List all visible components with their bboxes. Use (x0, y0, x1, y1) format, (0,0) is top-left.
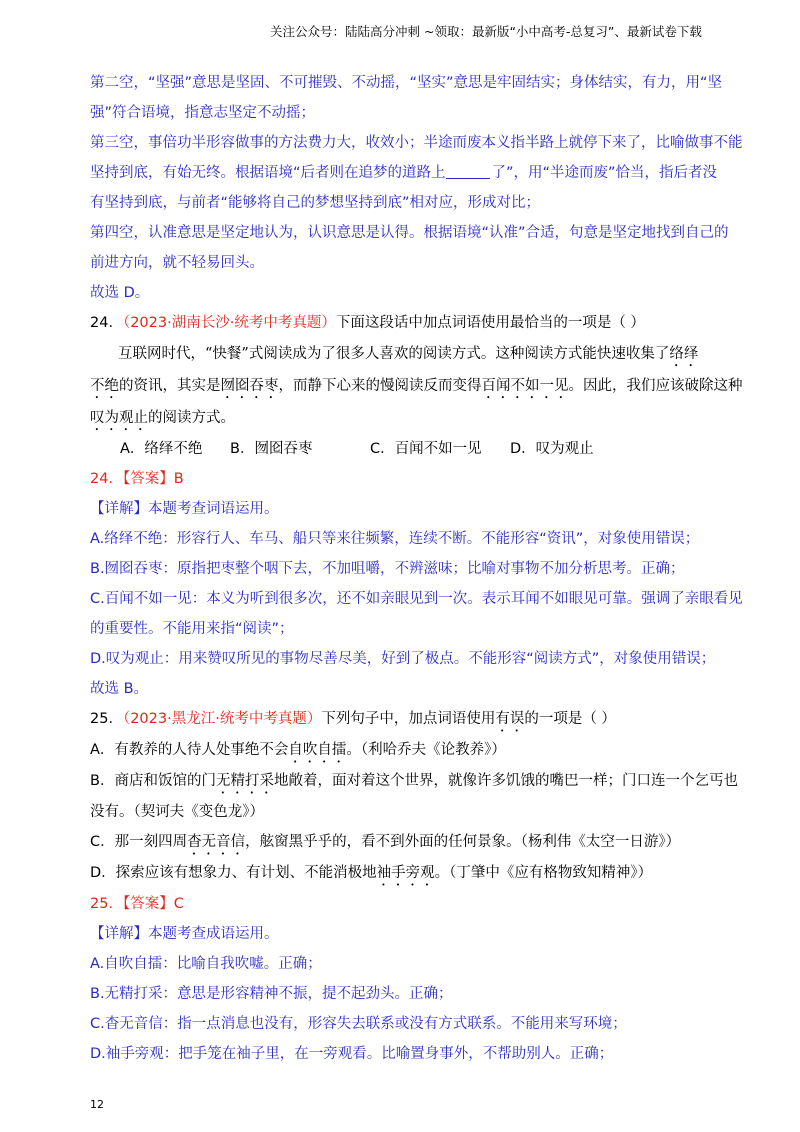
q24-detail (90, 494, 720, 524)
q23-explain-line: 强”符合语境，指意志坚定不动摇； (90, 105, 316, 121)
q23-explain-line: 第二空，“坚强”意思是坚固、不可摧毁、不动摇，“坚实”意思是牢固结实；身体结实，有力，用“坚 (90, 75, 723, 91)
question-text: 下面这段话中加点词语使用最恰当的一项是（ ） (335, 315, 645, 331)
dotted-word: 有误 (495, 711, 525, 727)
q23-conclusion: 故选 D。 (90, 285, 150, 301)
q24-conclusion: 故选 B。 (90, 681, 149, 697)
q24-stem (90, 308, 720, 338)
question-text: 的一项是（ ） (524, 711, 616, 727)
option-a: A．络绎不绝 (120, 441, 203, 457)
q25-answer: 25．【答案】C (90, 896, 184, 912)
q25-explain-line: B.无精打采：意思是形容精神不振，提不起劲头。正确； (90, 986, 453, 1002)
dotted-word: 自吹自擂 (288, 742, 347, 758)
dotted-word: 络绎 (669, 346, 699, 362)
q25-explain-line: A.自吹自擂：比喻自我吹嘘。正确； (90, 956, 322, 972)
blank-underline (446, 162, 490, 179)
detail-label: 【详解】 (90, 926, 148, 942)
question-number: 24． (90, 315, 123, 331)
option-text: ，舷窗黑乎乎的，看不到外面的任何景象。（杨利伟《太空一日游》） (245, 834, 681, 850)
dotted-word: 不绝 (90, 378, 119, 394)
q25-option-d (90, 858, 720, 889)
q25-explain-line: C.杳无音信：指一点消息也没有，形容失去联系或没有方式联系。不能用来写环境； (90, 1016, 627, 1032)
option-b: B．囫囵吞枣 (230, 441, 313, 457)
option-c: C．百闻不如一见 (370, 441, 482, 457)
q24-explain-line: D.叹为观止：用来赞叹所见的事物尽善尽美，好到了极点。不能形容“阅读方式”，对象使用错误； (90, 651, 716, 667)
q24-passage-line (90, 402, 720, 434)
detail-text: 本题考查成语运用。 (148, 926, 279, 942)
option-text: B．商店和饭馆的门 (90, 773, 216, 789)
q25-explain-line: D.袖手旁观：把手笼在袖子里，在一旁观看。比喻置身事外，不帮助别人。正确； (90, 1046, 614, 1062)
option-text: C．那一刻四周 (90, 834, 188, 850)
dotted-word: 杳无音信 (187, 834, 246, 850)
passage-text: 的资讯，其实是 (119, 378, 221, 394)
passage-text: 互联网时代，“快餐”式阅读成为了很多人喜欢的阅读方式。这种阅读方式能快速收集了 (118, 346, 670, 362)
q24-answer: 24．【答案】B (90, 471, 184, 487)
q24-passage-line (90, 370, 743, 402)
q23-explain-text: 了”，用“半途而废”恰当，指后者没 (491, 165, 718, 181)
question-number: 25． (90, 711, 123, 727)
option-text: 地敞着，面对着这个世界，就像许多饥饿的嘴巴一样；门口连一个乞丐也 (273, 773, 738, 789)
question-source: （2023·黑龙江·统考中考真题） (122, 711, 322, 727)
passage-text: 。因此，我们应该破除这种 (568, 378, 743, 394)
detail-text: 本题考查词语运用。 (148, 501, 279, 517)
q23-explain-line: 第四空，认准意思是坚定地认为，认识意思是认得。根据语境“认准”合适，句意是坚定地找到自己的 (90, 225, 729, 241)
q24-explain-line: C.百闻不如一见：本义为听到很多次，还不如亲眼见到一次。表示耳闻不如眼见可靠。强调了亲眼看见 (90, 591, 743, 607)
dotted-word: 百闻不如一见 (481, 378, 569, 394)
q23-explain-line: 第三空，事倍功半形容做事的方法费力大，收效小；半途而废本义指半路上就停下来了，比喻做事不能 (90, 135, 743, 151)
dotted-word: 无精打采 (215, 773, 274, 789)
page-number: 12 (90, 1098, 104, 1111)
q24-explain-line: 的重要性。不能用来指“阅读”； (90, 621, 294, 637)
detail-label: 【详解】 (90, 501, 148, 517)
q25-option-a (90, 735, 720, 766)
passage-text: ，而静下心来的慢阅读反而变得 (278, 378, 482, 394)
option-text: A．有教养的人待人处事绝不会 (90, 742, 289, 758)
q23-explain-line: 前进方向，就不轻易回头。 (90, 255, 264, 271)
passage-text: 的阅读方式。 (148, 410, 235, 426)
q25-option-c (90, 827, 720, 858)
dotted-word: 袖手旁观 (376, 865, 435, 881)
page-content (90, 68, 743, 1069)
q24-explain-line: B.囫囵吞枣：原指把枣整个咽下去，不加咀嚼，不辨滋味；比喻对事物不加分析思考。正确； (90, 561, 685, 577)
option-d: D．叹为观止 (510, 441, 594, 457)
q24-options (90, 434, 720, 464)
dotted-word: 囫囵吞枣 (220, 378, 279, 394)
q25-detail (90, 919, 720, 949)
q23-explain-text: 坚持到底，有始无终。根据语境“后者则在追梦的道路上 (90, 165, 446, 181)
question-text: 下列句子中，加点词语使用 (321, 711, 496, 727)
q24-explain-line: A.络绎不绝：形容行人、车马、船只等来往频繁，连续不断。不能形容“资讯”，对象使用错误； (90, 531, 700, 547)
q23-explain-line (90, 158, 720, 188)
option-text: 。（丁肇中《应有格物致知精神》） (434, 865, 653, 881)
dotted-word: 叹为观止 (90, 410, 148, 426)
page-header: 关注公众号：陆陆高分冲刺 ~领取：最新版“小中高考-总复习”、最新试卷下载 (270, 24, 702, 39)
q24-passage-line (90, 338, 720, 370)
option-text: 。（利哈乔夫《论教养》） (346, 742, 506, 758)
question-source: （2023·湖南长沙·统考中考真题） (122, 315, 336, 331)
q25-option-b-cont: 没有。（契诃夫《变色龙》） (90, 804, 264, 820)
q23-explain-line: 有坚持到底，与前者“能够将自己的梦想坚持到底”相对应，形成对比； (90, 195, 541, 211)
q25-option-b (90, 766, 738, 797)
q25-stem (90, 704, 720, 735)
option-text: D．探索应该有想象力、有计划、不能消极地 (90, 865, 377, 881)
